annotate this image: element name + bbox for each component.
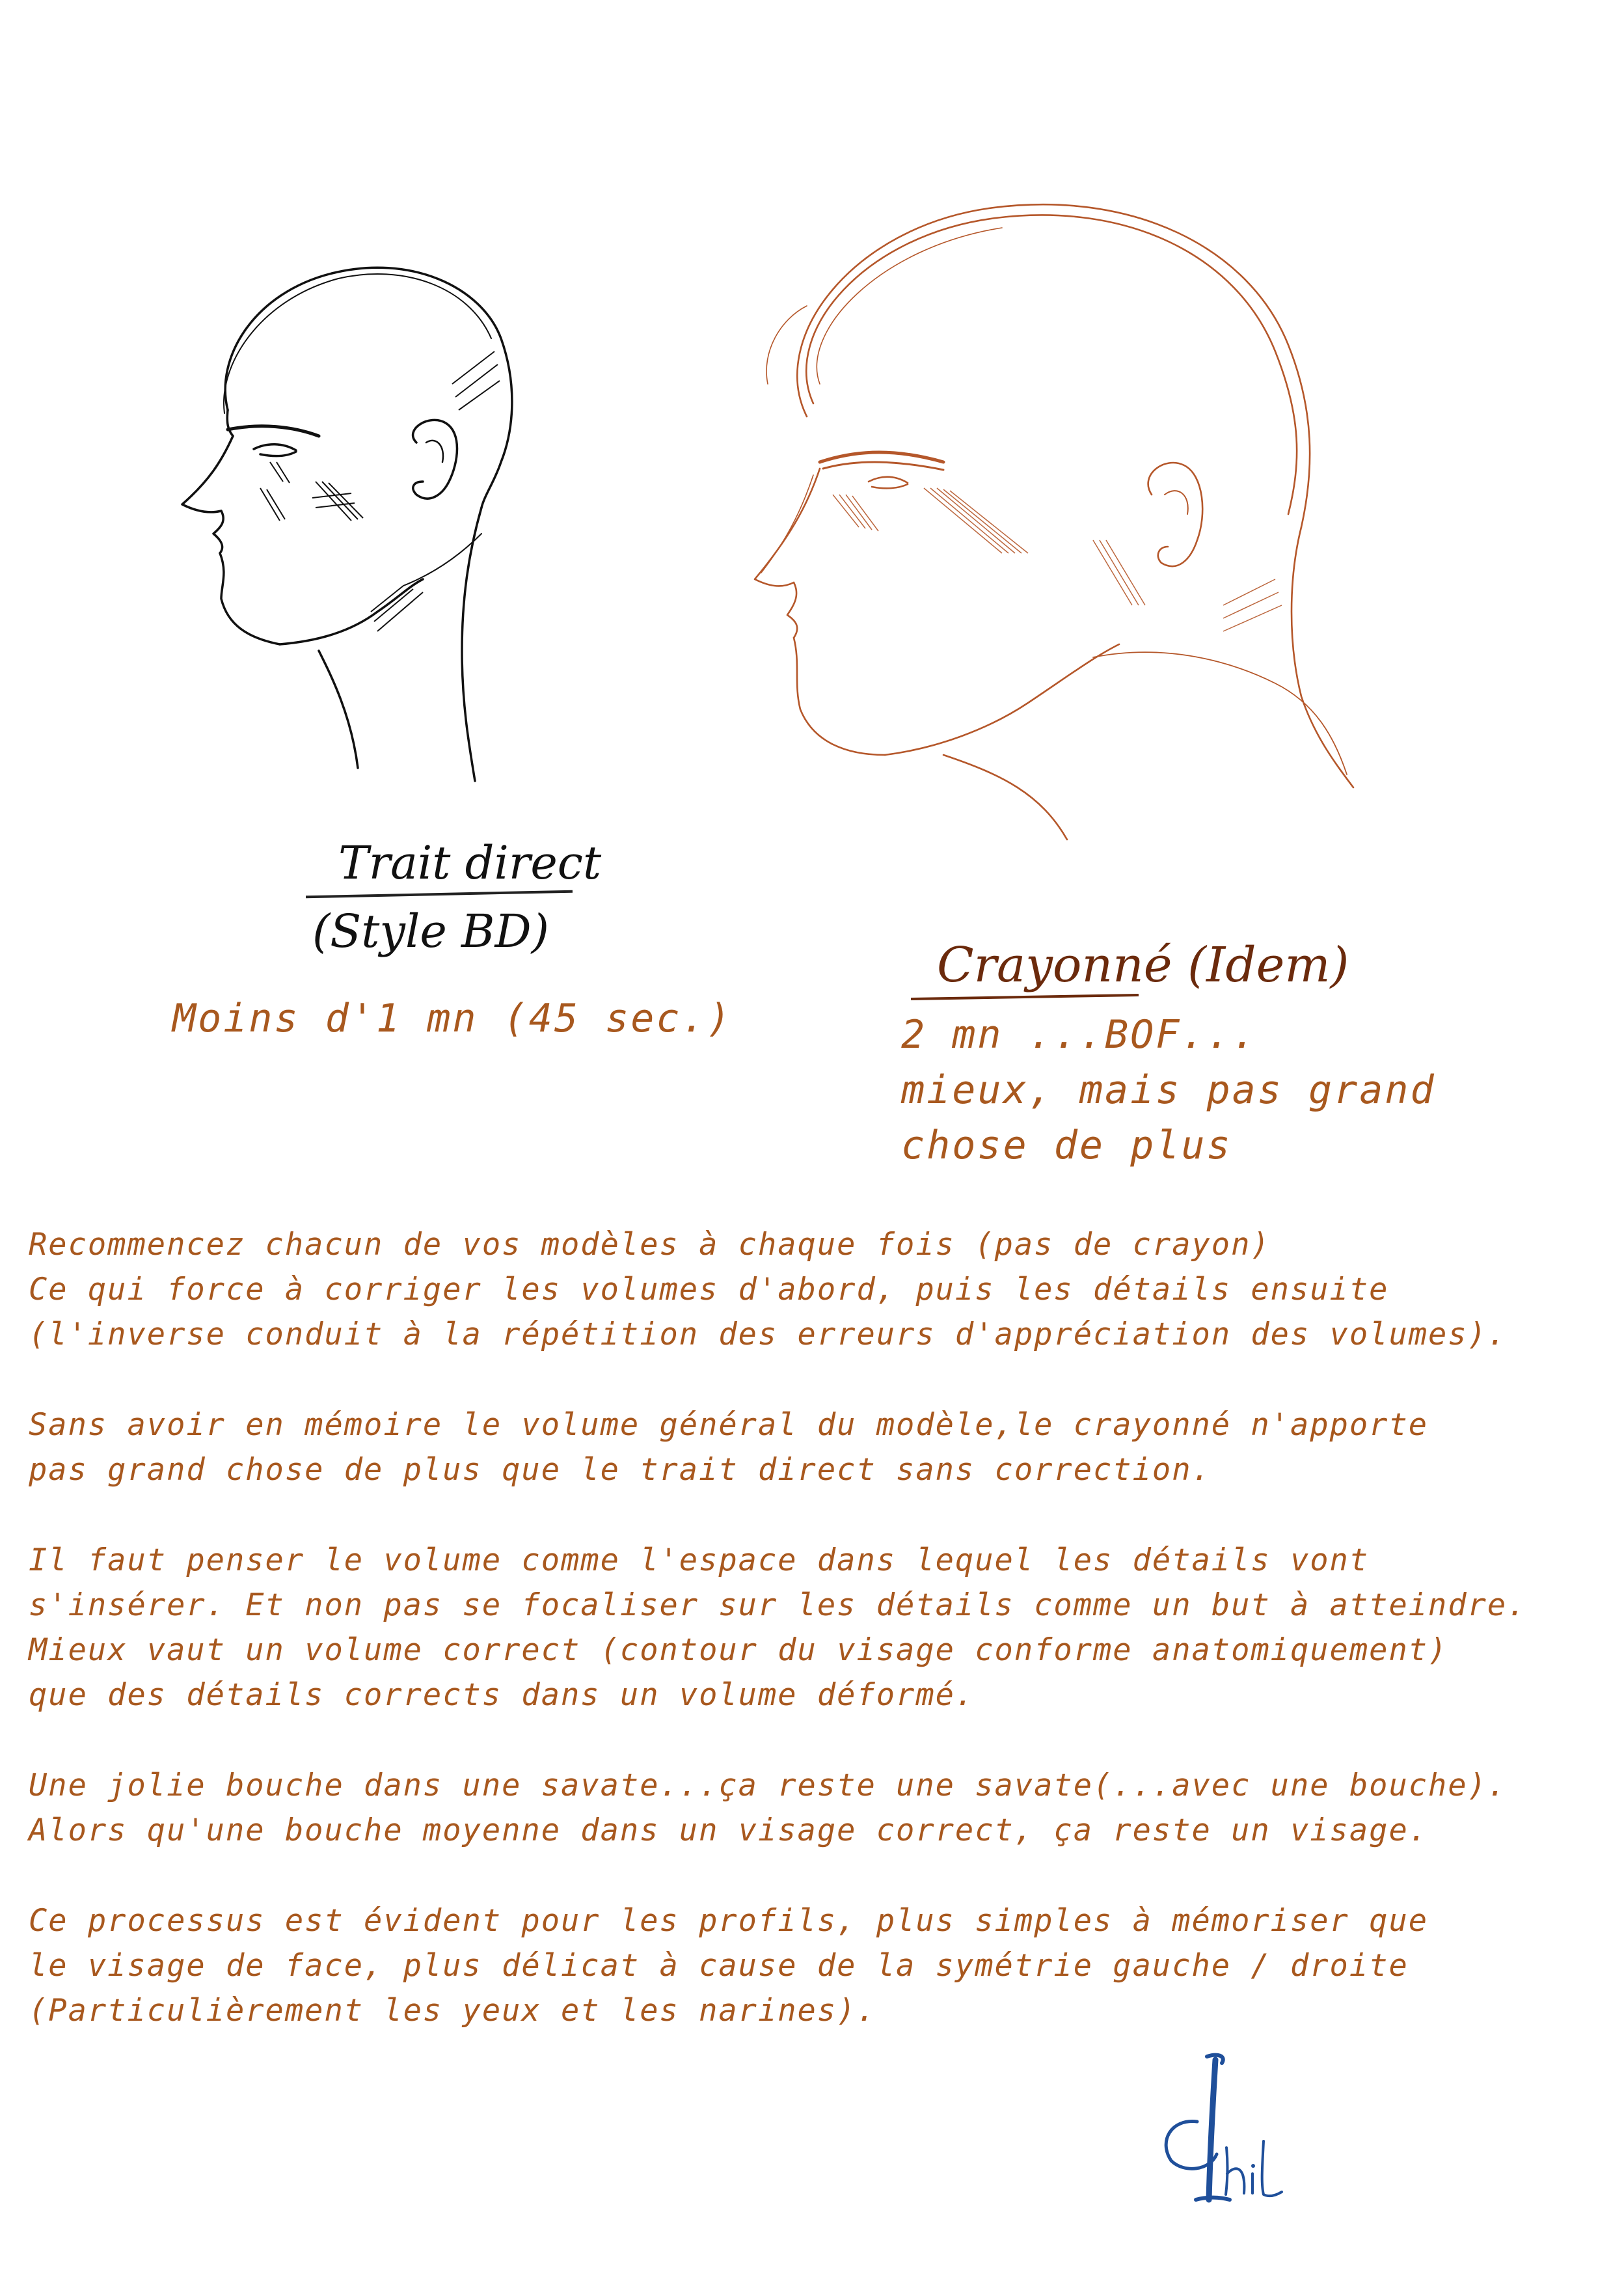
text-line: Recommencez chacun de vos modèles à chaque fois (pas de crayon) xyxy=(29,1227,1271,1263)
right-timing-line: chose de plus xyxy=(901,1123,1232,1168)
paragraph xyxy=(29,1402,1603,1492)
text-line: (Particulièrement les yeux et les narines). xyxy=(29,1993,876,2029)
text-line: Il faut penser le volume comme l'espace dans lequel les détails vont xyxy=(29,1542,1370,1578)
text-line: pas grand chose de plus que le trait direct sans correction. xyxy=(29,1452,1211,1488)
text-line: Ce qui force à corriger les volumes d'abord, puis les détails ensuite xyxy=(29,1272,1389,1307)
advice-text xyxy=(29,1222,1603,2079)
right-caption-underline xyxy=(911,994,1139,1000)
text-line: Sans avoir en mémoire le volume général du modèle,le crayonné n'apporte xyxy=(29,1407,1429,1443)
text-line: Mieux vaut un volume correct (contour du visage conforme anatomiquement) xyxy=(29,1632,1448,1668)
paragraph xyxy=(29,1538,1603,1717)
text-line: Alors qu'une bouche moyenne dans un visage correct, ça reste un visage. xyxy=(29,1812,1429,1848)
left-sketch-caption-title: Trait direct xyxy=(338,836,602,890)
paragraph xyxy=(29,1898,1603,2033)
text-line: Une jolie bouche dans une savate...ça reste une savate(...avec une bouche). xyxy=(29,1768,1508,1803)
right-timing-line: 2 mn ...BOF... xyxy=(901,1012,1258,1058)
pencil-profile-sketch xyxy=(729,189,1412,879)
right-timing-line: mieux, mais pas grand xyxy=(901,1067,1436,1113)
left-sketch-caption-style: (Style BD) xyxy=(312,905,549,958)
paragraph xyxy=(29,1222,1603,1357)
ink-profile-sketch xyxy=(156,247,677,833)
text-line: (l'inverse conduit à la répétition des erreurs d'appréciation des volumes). xyxy=(29,1317,1508,1352)
paragraph xyxy=(29,1763,1603,1853)
phil-signature-logo xyxy=(1145,2044,1288,2213)
text-line: s'insérer. Et non pas se focaliser sur les détails comme un but à atteindre. xyxy=(29,1587,1527,1623)
left-caption-underline xyxy=(306,890,573,899)
left-timing-note: Moins d'1 mn (45 sec.) xyxy=(172,996,733,1041)
right-sketch-caption: Crayonné (Idem) xyxy=(937,937,1349,993)
text-line: Ce processus est évident pour les profils, plus simples à mémoriser que xyxy=(29,1903,1429,1939)
text-line: le visage de face, plus délicat à cause de la symétrie gauche / droite xyxy=(29,1948,1409,1984)
text-line: que des détails corrects dans un volume déformé. xyxy=(29,1677,975,1713)
